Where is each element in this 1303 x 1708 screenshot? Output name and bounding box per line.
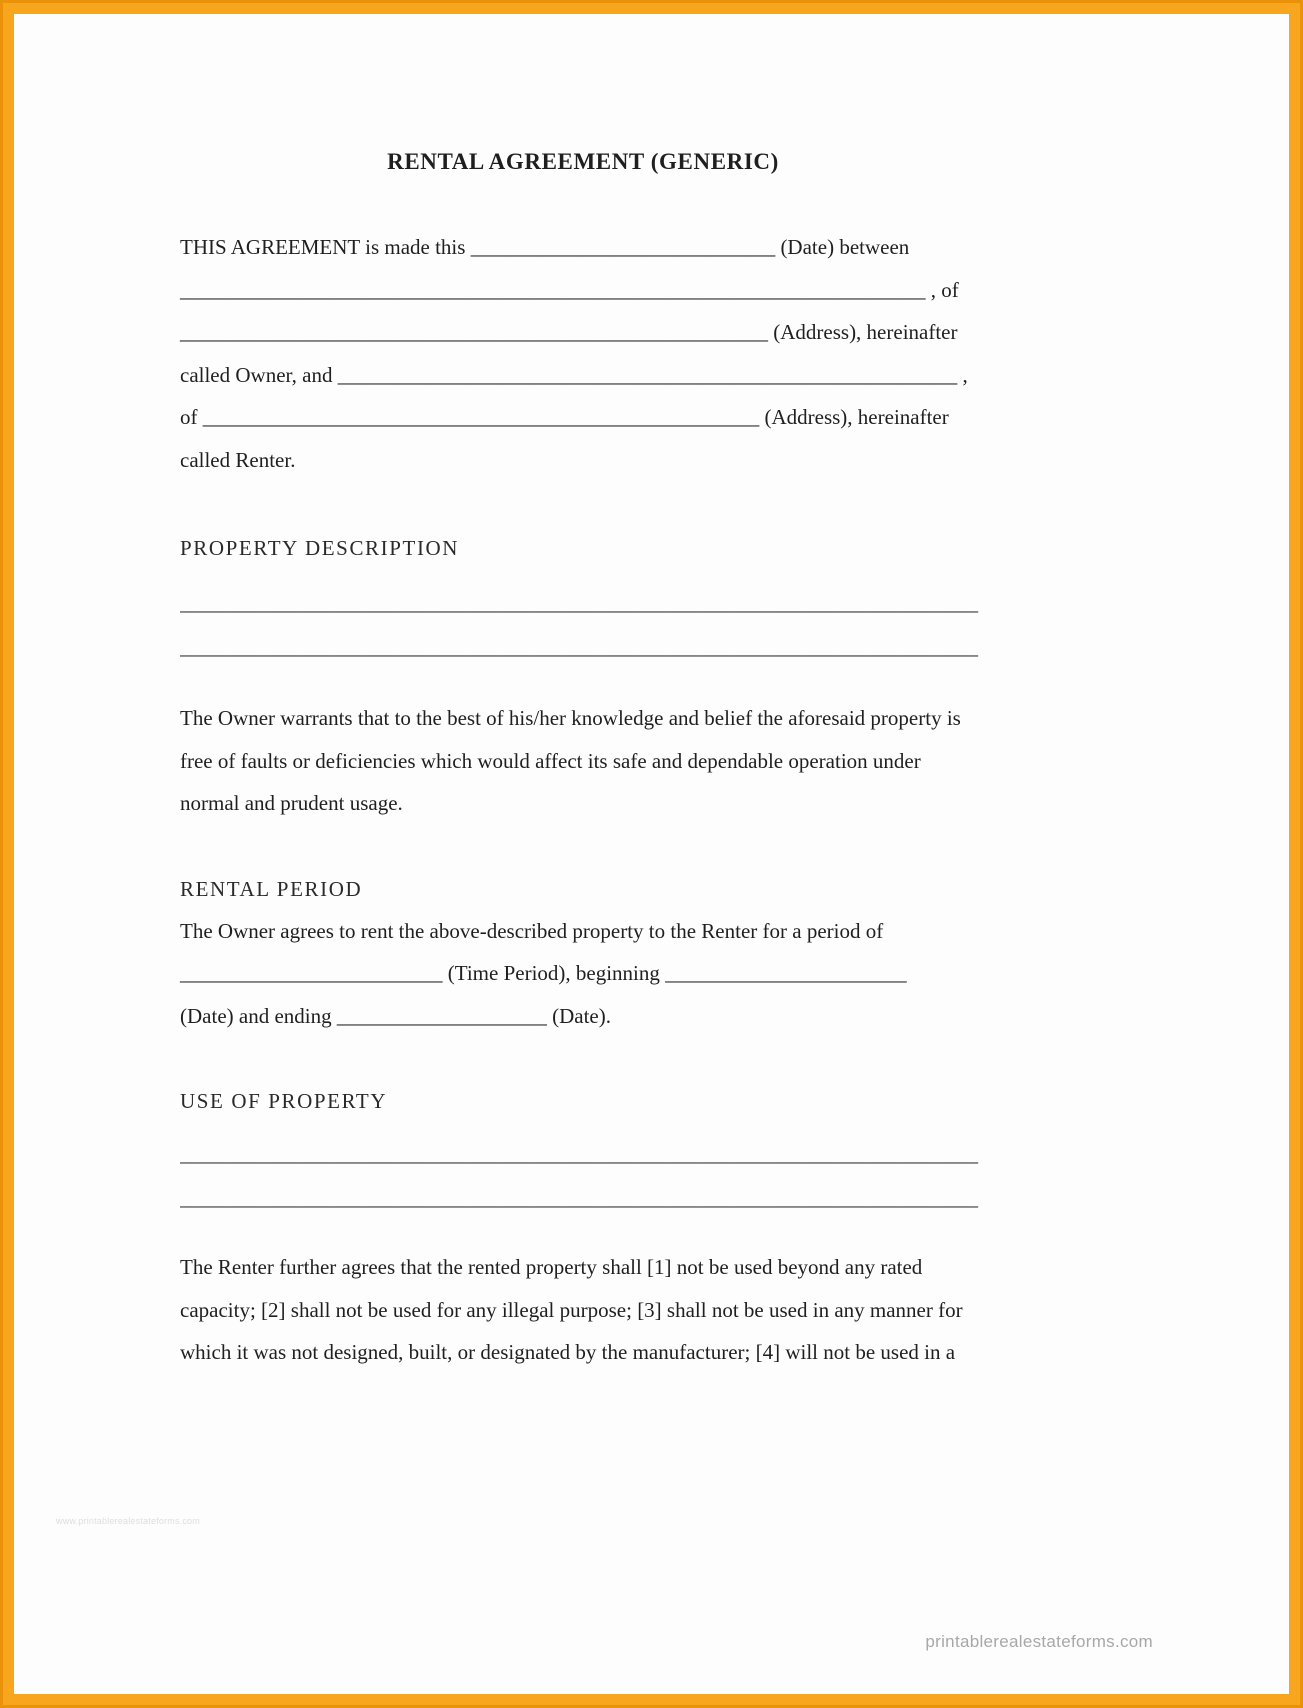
intro-line: called Renter.	[180, 447, 296, 472]
intro-line: called Owner, and ___________________________________________________________ ,	[180, 362, 968, 387]
agreement-intro	[180, 226, 986, 481]
blank-line: ____________________________________________________________________________	[180, 635, 978, 659]
blank-line: ____________________________________________________________________________	[180, 1186, 978, 1210]
paragraph-line: capacity; [2] shall not be used for any illegal purpose; [3] shall not be used in any manner for	[180, 1297, 963, 1322]
section-heading-property-description: PROPERTY DESCRIPTION	[180, 536, 460, 560]
footer-site-link: printablerealestateforms.com	[925, 1632, 1153, 1651]
section-heading-rental-period: RENTAL PERIOD	[180, 876, 363, 901]
warranty-paragraph	[180, 697, 986, 825]
paragraph-line: normal and prudent usage.	[180, 791, 403, 815]
paragraph-line: _________________________ (Time Period), beginning _______________________	[180, 961, 907, 985]
paragraph-line: The Owner warrants that to the best of his/her knowledge and belief the aforesaid property is	[180, 706, 961, 730]
page-frame	[3, 3, 1300, 1705]
section-heading-use-of-property: USE OF PROPERTY	[180, 1089, 388, 1113]
intro-line: ________________________________________________________ (Address), hereinafter	[180, 320, 958, 344]
document-content	[14, 14, 986, 1374]
intro-line: of _____________________________________________________ (Address), hereinafter	[180, 405, 949, 429]
rental-period-paragraph	[180, 910, 986, 1038]
blank-line: ____________________________________________________________________________	[180, 1142, 978, 1166]
paragraph-line: which it was not designed, built, or designated by the manufacturer; [4] will not be used in a	[180, 1340, 956, 1364]
intro-line: THIS AGREEMENT is made this _____________________________ (Date) between	[180, 235, 910, 259]
watermark-text: www.printablerealestateforms.com	[56, 1516, 200, 1526]
document-title: RENTAL AGREEMENT (GENERIC)	[387, 149, 779, 174]
blank-line: ____________________________________________________________________________	[180, 591, 978, 615]
paragraph-line: free of faults or deficiencies which would affect its safe and dependable operation under	[180, 748, 921, 773]
paragraph-line: The Renter further agrees that the rented property shall [1] not be used beyond any rated	[180, 1255, 923, 1279]
intro-line: _______________________________________________________________________ , of	[180, 277, 959, 302]
renter-paragraph	[180, 1246, 986, 1374]
paragraph-line: (Date) and ending ____________________ (Date).	[180, 1003, 611, 1028]
paragraph-line: The Owner agrees to rent the above-described property to the Renter for a period of	[180, 918, 884, 943]
